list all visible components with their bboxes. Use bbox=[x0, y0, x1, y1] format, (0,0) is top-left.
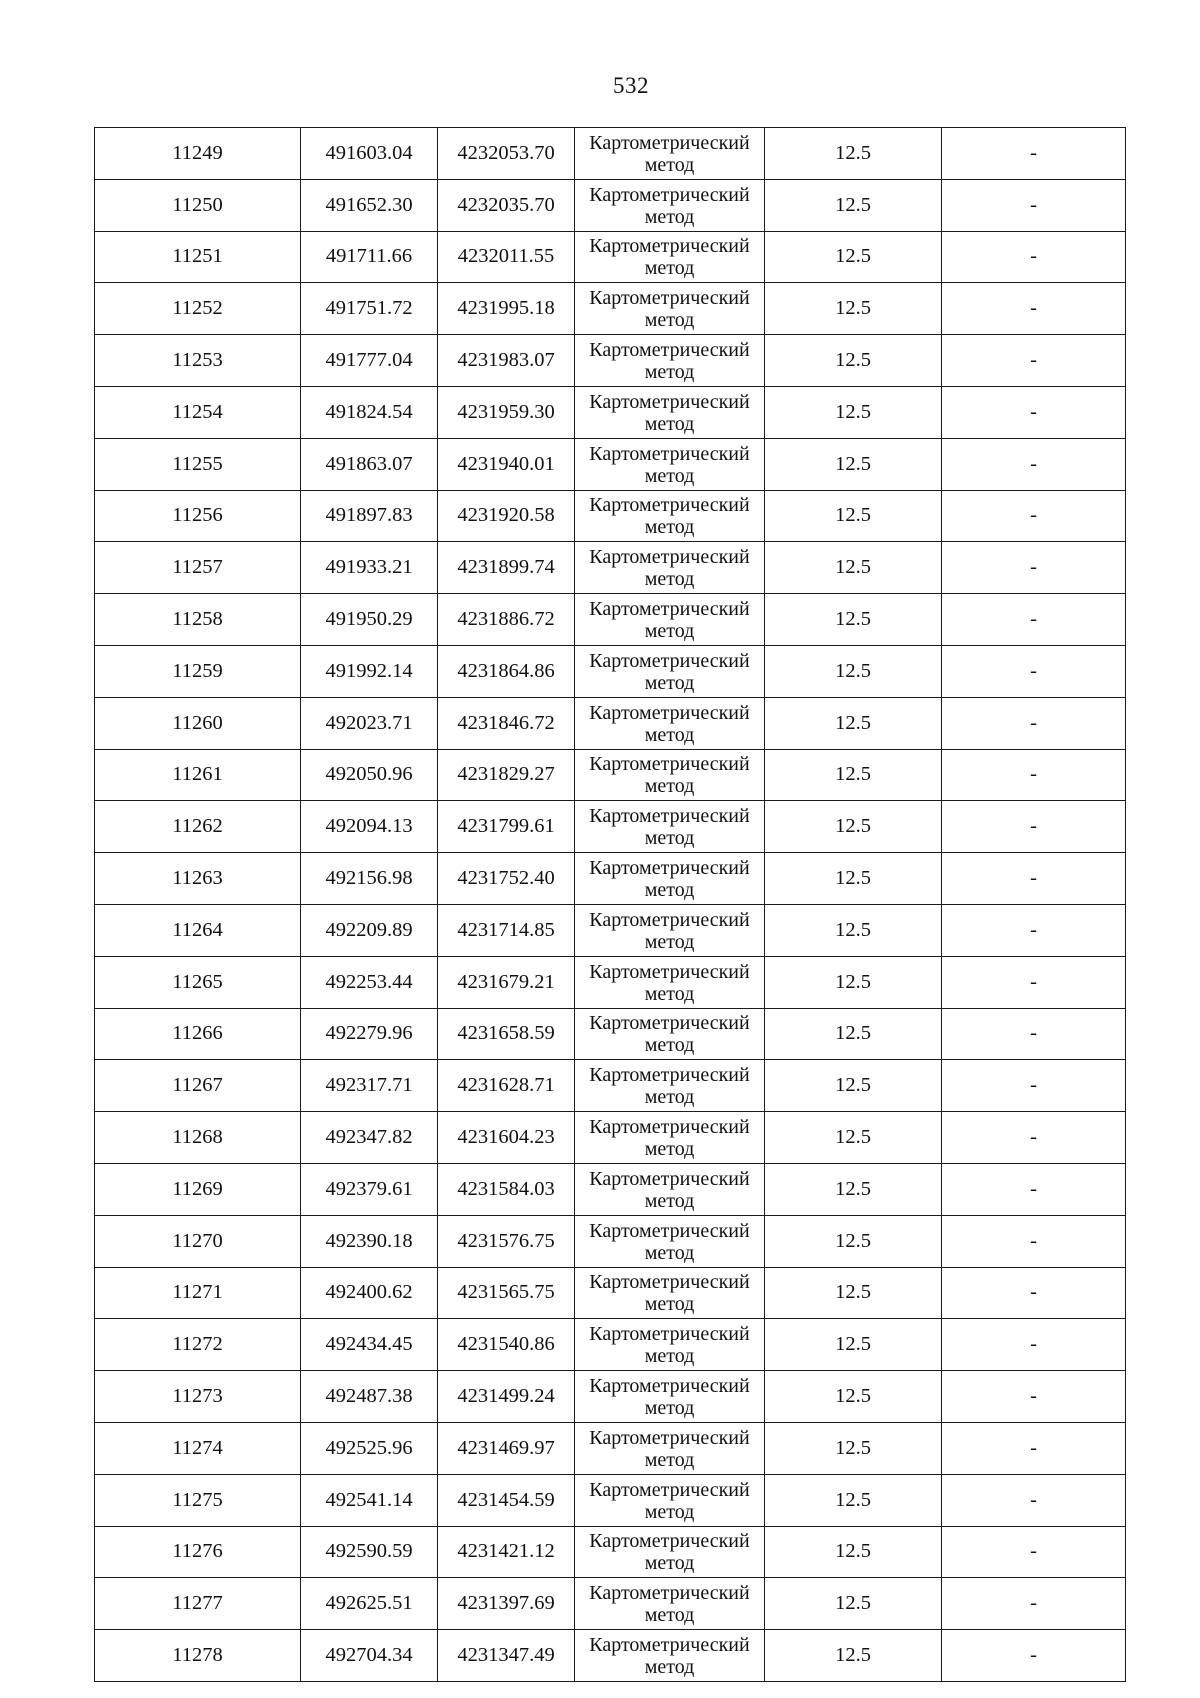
method-cell bbox=[575, 438, 765, 490]
method-cell bbox=[575, 1526, 765, 1578]
accuracy-cell: 12.5 bbox=[765, 542, 942, 594]
method-line: метод bbox=[644, 153, 695, 176]
method-cell bbox=[575, 1267, 765, 1319]
accuracy-cell: 12.5 bbox=[765, 801, 942, 853]
y-coordinate-cell: 4231959.30 bbox=[438, 386, 575, 438]
method-line: Картометрический bbox=[589, 287, 750, 310]
method-line: метод bbox=[644, 775, 695, 798]
method-line: Картометрический bbox=[589, 753, 750, 776]
method-line: Картометрический bbox=[589, 1530, 750, 1553]
point-number-cell: 11253 bbox=[95, 335, 301, 387]
note-cell: - bbox=[942, 1371, 1126, 1423]
y-coordinate-cell: 4231886.72 bbox=[438, 594, 575, 646]
point-number-cell: 11252 bbox=[95, 283, 301, 335]
note-cell: - bbox=[942, 594, 1126, 646]
method-cell bbox=[575, 594, 765, 646]
accuracy-cell: 12.5 bbox=[765, 645, 942, 697]
point-number-cell: 11258 bbox=[95, 594, 301, 646]
y-coordinate-cell: 4231604.23 bbox=[438, 1112, 575, 1164]
method-cell bbox=[575, 1630, 765, 1682]
accuracy-cell: 12.5 bbox=[765, 1630, 942, 1682]
table-row bbox=[95, 1630, 1126, 1682]
note-cell: - bbox=[942, 542, 1126, 594]
y-coordinate-cell: 4231829.27 bbox=[438, 749, 575, 801]
x-coordinate-cell: 492050.96 bbox=[301, 749, 438, 801]
x-coordinate-cell: 491863.07 bbox=[301, 438, 438, 490]
method-cell bbox=[575, 853, 765, 905]
coordinates-table bbox=[94, 127, 1126, 1682]
point-number-cell: 11259 bbox=[95, 645, 301, 697]
accuracy-cell: 12.5 bbox=[765, 1008, 942, 1060]
point-number-cell: 11275 bbox=[95, 1474, 301, 1526]
table-row bbox=[95, 956, 1126, 1008]
y-coordinate-cell: 4231714.85 bbox=[438, 904, 575, 956]
method-cell bbox=[575, 283, 765, 335]
coordinates-table-body bbox=[95, 128, 1126, 1682]
note-cell: - bbox=[942, 904, 1126, 956]
table-row bbox=[95, 1060, 1126, 1112]
table-row bbox=[95, 386, 1126, 438]
method-line: метод bbox=[644, 1604, 695, 1627]
method-line: метод bbox=[644, 723, 695, 746]
method-line: метод bbox=[644, 620, 695, 643]
note-cell: - bbox=[942, 438, 1126, 490]
method-line: метод bbox=[644, 361, 695, 384]
accuracy-cell: 12.5 bbox=[765, 749, 942, 801]
x-coordinate-cell: 492525.96 bbox=[301, 1422, 438, 1474]
accuracy-cell: 12.5 bbox=[765, 490, 942, 542]
note-cell: - bbox=[942, 283, 1126, 335]
table-row bbox=[95, 335, 1126, 387]
method-line: Картометрический bbox=[589, 805, 750, 828]
method-line: метод bbox=[644, 309, 695, 332]
method-line: Картометрический bbox=[589, 857, 750, 880]
accuracy-cell: 12.5 bbox=[765, 1319, 942, 1371]
table-row bbox=[95, 438, 1126, 490]
point-number-cell: 11274 bbox=[95, 1422, 301, 1474]
method-cell bbox=[575, 1060, 765, 1112]
point-number-cell: 11269 bbox=[95, 1163, 301, 1215]
table-row bbox=[95, 1422, 1126, 1474]
x-coordinate-cell: 492253.44 bbox=[301, 956, 438, 1008]
accuracy-cell: 12.5 bbox=[765, 386, 942, 438]
y-coordinate-cell: 4231584.03 bbox=[438, 1163, 575, 1215]
method-cell bbox=[575, 1008, 765, 1060]
y-coordinate-cell: 4231454.59 bbox=[438, 1474, 575, 1526]
x-coordinate-cell: 492317.71 bbox=[301, 1060, 438, 1112]
method-cell bbox=[575, 335, 765, 387]
note-cell: - bbox=[942, 179, 1126, 231]
table-row bbox=[95, 1319, 1126, 1371]
table-row bbox=[95, 490, 1126, 542]
accuracy-cell: 12.5 bbox=[765, 438, 942, 490]
y-coordinate-cell: 4231628.71 bbox=[438, 1060, 575, 1112]
note-cell: - bbox=[942, 1112, 1126, 1164]
note-cell: - bbox=[942, 853, 1126, 905]
point-number-cell: 11249 bbox=[95, 128, 301, 180]
table-row bbox=[95, 1267, 1126, 1319]
point-number-cell: 11261 bbox=[95, 749, 301, 801]
method-cell bbox=[575, 1319, 765, 1371]
note-cell: - bbox=[942, 1526, 1126, 1578]
method-line: Картометрический bbox=[589, 1634, 750, 1656]
accuracy-cell: 12.5 bbox=[765, 594, 942, 646]
method-line: Картометрический bbox=[589, 1582, 750, 1605]
method-line: Картометрический bbox=[589, 1219, 750, 1242]
x-coordinate-cell: 491824.54 bbox=[301, 386, 438, 438]
method-line: Картометрический bbox=[589, 1012, 750, 1035]
accuracy-cell: 12.5 bbox=[765, 697, 942, 749]
y-coordinate-cell: 4231679.21 bbox=[438, 956, 575, 1008]
point-number-cell: 11267 bbox=[95, 1060, 301, 1112]
method-line: метод bbox=[644, 827, 695, 850]
method-line: Картометрический bbox=[589, 960, 750, 983]
method-line: Картометрический bbox=[589, 494, 750, 517]
method-cell bbox=[575, 1215, 765, 1267]
method-line: метод bbox=[644, 1034, 695, 1057]
point-number-cell: 11256 bbox=[95, 490, 301, 542]
table-row bbox=[95, 853, 1126, 905]
method-line: метод bbox=[644, 516, 695, 539]
table-row bbox=[95, 179, 1126, 231]
accuracy-cell: 12.5 bbox=[765, 283, 942, 335]
accuracy-cell: 12.5 bbox=[765, 1163, 942, 1215]
y-coordinate-cell: 4231752.40 bbox=[438, 853, 575, 905]
x-coordinate-cell: 492209.89 bbox=[301, 904, 438, 956]
method-line: метод bbox=[644, 930, 695, 953]
x-coordinate-cell: 491897.83 bbox=[301, 490, 438, 542]
note-cell: - bbox=[942, 1630, 1126, 1682]
note-cell: - bbox=[942, 1008, 1126, 1060]
note-cell: - bbox=[942, 1422, 1126, 1474]
x-coordinate-cell: 492400.62 bbox=[301, 1267, 438, 1319]
method-line: метод bbox=[644, 1345, 695, 1368]
method-line: Картометрический bbox=[589, 1271, 750, 1294]
method-line: метод bbox=[644, 671, 695, 694]
method-cell bbox=[575, 697, 765, 749]
method-cell bbox=[575, 542, 765, 594]
method-line: метод bbox=[644, 1241, 695, 1264]
accuracy-cell: 12.5 bbox=[765, 956, 942, 1008]
x-coordinate-cell: 491652.30 bbox=[301, 179, 438, 231]
x-coordinate-cell: 492590.59 bbox=[301, 1526, 438, 1578]
method-line: метод bbox=[644, 879, 695, 902]
point-number-cell: 11255 bbox=[95, 438, 301, 490]
method-line: метод bbox=[644, 568, 695, 591]
note-cell: - bbox=[942, 1578, 1126, 1630]
x-coordinate-cell: 492156.98 bbox=[301, 853, 438, 905]
table-row bbox=[95, 231, 1126, 283]
point-number-cell: 11265 bbox=[95, 956, 301, 1008]
accuracy-cell: 12.5 bbox=[765, 1060, 942, 1112]
table-row bbox=[95, 801, 1126, 853]
point-number-cell: 11270 bbox=[95, 1215, 301, 1267]
note-cell: - bbox=[942, 1215, 1126, 1267]
point-number-cell: 11278 bbox=[95, 1630, 301, 1682]
method-line: метод bbox=[644, 1552, 695, 1575]
method-line: метод bbox=[644, 257, 695, 280]
x-coordinate-cell: 491603.04 bbox=[301, 128, 438, 180]
method-line: метод bbox=[644, 982, 695, 1005]
y-coordinate-cell: 4231565.75 bbox=[438, 1267, 575, 1319]
method-cell bbox=[575, 1474, 765, 1526]
y-coordinate-cell: 4231995.18 bbox=[438, 283, 575, 335]
table-row bbox=[95, 1526, 1126, 1578]
table-row bbox=[95, 1215, 1126, 1267]
method-line: Картометрический bbox=[589, 908, 750, 931]
method-cell bbox=[575, 645, 765, 697]
note-cell: - bbox=[942, 801, 1126, 853]
method-line: Картометрический bbox=[589, 390, 750, 413]
method-cell bbox=[575, 386, 765, 438]
y-coordinate-cell: 4231469.97 bbox=[438, 1422, 575, 1474]
method-line: Картометрический bbox=[589, 1478, 750, 1501]
accuracy-cell: 12.5 bbox=[765, 335, 942, 387]
y-coordinate-cell: 4232053.70 bbox=[438, 128, 575, 180]
method-cell bbox=[575, 1371, 765, 1423]
method-line: метод bbox=[644, 1397, 695, 1420]
method-cell bbox=[575, 904, 765, 956]
method-line: Картометрический bbox=[589, 1116, 750, 1139]
x-coordinate-cell: 492023.71 bbox=[301, 697, 438, 749]
table-row bbox=[95, 645, 1126, 697]
table-row bbox=[95, 1008, 1126, 1060]
method-line: метод bbox=[644, 1448, 695, 1471]
x-coordinate-cell: 491992.14 bbox=[301, 645, 438, 697]
accuracy-cell: 12.5 bbox=[765, 1474, 942, 1526]
table-row bbox=[95, 1474, 1126, 1526]
y-coordinate-cell: 4231899.74 bbox=[438, 542, 575, 594]
method-line: метод bbox=[644, 1086, 695, 1109]
method-cell bbox=[575, 1578, 765, 1630]
note-cell: - bbox=[942, 1319, 1126, 1371]
note-cell: - bbox=[942, 128, 1126, 180]
x-coordinate-cell: 492487.38 bbox=[301, 1371, 438, 1423]
method-line: Картометрический bbox=[589, 1375, 750, 1398]
point-number-cell: 11257 bbox=[95, 542, 301, 594]
point-number-cell: 11266 bbox=[95, 1008, 301, 1060]
note-cell: - bbox=[942, 1267, 1126, 1319]
y-coordinate-cell: 4231540.86 bbox=[438, 1319, 575, 1371]
accuracy-cell: 12.5 bbox=[765, 1578, 942, 1630]
y-coordinate-cell: 4232011.55 bbox=[438, 231, 575, 283]
method-line: Картометрический bbox=[589, 339, 750, 362]
method-cell bbox=[575, 1163, 765, 1215]
x-coordinate-cell: 492094.13 bbox=[301, 801, 438, 853]
x-coordinate-cell: 492704.34 bbox=[301, 1630, 438, 1682]
x-coordinate-cell: 492279.96 bbox=[301, 1008, 438, 1060]
method-cell bbox=[575, 956, 765, 1008]
table-row bbox=[95, 904, 1126, 956]
note-cell: - bbox=[942, 1060, 1126, 1112]
x-coordinate-cell: 491950.29 bbox=[301, 594, 438, 646]
x-coordinate-cell: 491933.21 bbox=[301, 542, 438, 594]
method-line: метод bbox=[644, 1293, 695, 1316]
method-line: Картометрический bbox=[589, 183, 750, 206]
method-line: метод bbox=[644, 412, 695, 435]
note-cell: - bbox=[942, 749, 1126, 801]
method-line: Картометрический bbox=[589, 1064, 750, 1087]
table-row bbox=[95, 1371, 1126, 1423]
method-line: Картометрический bbox=[589, 1323, 750, 1346]
x-coordinate-cell: 492541.14 bbox=[301, 1474, 438, 1526]
y-coordinate-cell: 4231846.72 bbox=[438, 697, 575, 749]
method-cell bbox=[575, 179, 765, 231]
x-coordinate-cell: 491777.04 bbox=[301, 335, 438, 387]
point-number-cell: 11250 bbox=[95, 179, 301, 231]
note-cell: - bbox=[942, 490, 1126, 542]
table-row bbox=[95, 749, 1126, 801]
point-number-cell: 11264 bbox=[95, 904, 301, 956]
x-coordinate-cell: 491751.72 bbox=[301, 283, 438, 335]
method-cell bbox=[575, 128, 765, 180]
method-line: Картометрический bbox=[589, 1167, 750, 1190]
point-number-cell: 11263 bbox=[95, 853, 301, 905]
method-line: метод bbox=[644, 1500, 695, 1523]
table-row bbox=[95, 1578, 1126, 1630]
accuracy-cell: 12.5 bbox=[765, 179, 942, 231]
method-cell bbox=[575, 1112, 765, 1164]
method-line: метод bbox=[644, 1189, 695, 1212]
table-row bbox=[95, 128, 1126, 180]
method-line: метод bbox=[644, 464, 695, 487]
table-row bbox=[95, 697, 1126, 749]
y-coordinate-cell: 4232035.70 bbox=[438, 179, 575, 231]
point-number-cell: 11273 bbox=[95, 1371, 301, 1423]
x-coordinate-cell: 492379.61 bbox=[301, 1163, 438, 1215]
method-line: Картометрический bbox=[589, 546, 750, 569]
method-line: Картометрический bbox=[589, 701, 750, 724]
y-coordinate-cell: 4231576.75 bbox=[438, 1215, 575, 1267]
note-cell: - bbox=[942, 231, 1126, 283]
method-cell bbox=[575, 801, 765, 853]
table-row bbox=[95, 283, 1126, 335]
x-coordinate-cell: 492625.51 bbox=[301, 1578, 438, 1630]
note-cell: - bbox=[942, 697, 1126, 749]
method-line: Картометрический bbox=[589, 598, 750, 621]
method-cell bbox=[575, 1422, 765, 1474]
note-cell: - bbox=[942, 335, 1126, 387]
accuracy-cell: 12.5 bbox=[765, 1371, 942, 1423]
accuracy-cell: 12.5 bbox=[765, 1112, 942, 1164]
table-row bbox=[95, 1112, 1126, 1164]
note-cell: - bbox=[942, 1163, 1126, 1215]
point-number-cell: 11260 bbox=[95, 697, 301, 749]
y-coordinate-cell: 4231940.01 bbox=[438, 438, 575, 490]
point-number-cell: 11262 bbox=[95, 801, 301, 853]
accuracy-cell: 12.5 bbox=[765, 1267, 942, 1319]
point-number-cell: 11268 bbox=[95, 1112, 301, 1164]
y-coordinate-cell: 4231799.61 bbox=[438, 801, 575, 853]
x-coordinate-cell: 492434.45 bbox=[301, 1319, 438, 1371]
table-row bbox=[95, 594, 1126, 646]
point-number-cell: 11276 bbox=[95, 1526, 301, 1578]
y-coordinate-cell: 4231864.86 bbox=[438, 645, 575, 697]
accuracy-cell: 12.5 bbox=[765, 128, 942, 180]
method-line: Картометрический bbox=[589, 1426, 750, 1449]
y-coordinate-cell: 4231658.59 bbox=[438, 1008, 575, 1060]
y-coordinate-cell: 4231421.12 bbox=[438, 1526, 575, 1578]
point-number-cell: 11272 bbox=[95, 1319, 301, 1371]
y-coordinate-cell: 4231983.07 bbox=[438, 335, 575, 387]
accuracy-cell: 12.5 bbox=[765, 1215, 942, 1267]
note-cell: - bbox=[942, 1474, 1126, 1526]
method-line: Картометрический bbox=[589, 442, 750, 465]
method-line: Картометрический bbox=[589, 649, 750, 672]
method-line: метод bbox=[644, 1138, 695, 1161]
point-number-cell: 11254 bbox=[95, 386, 301, 438]
note-cell: - bbox=[942, 386, 1126, 438]
y-coordinate-cell: 4231499.24 bbox=[438, 1371, 575, 1423]
method-cell bbox=[575, 231, 765, 283]
method-line: метод bbox=[644, 1656, 695, 1678]
method-line: Картометрический bbox=[589, 131, 750, 154]
note-cell: - bbox=[942, 956, 1126, 1008]
x-coordinate-cell: 492347.82 bbox=[301, 1112, 438, 1164]
y-coordinate-cell: 4231920.58 bbox=[438, 490, 575, 542]
note-cell: - bbox=[942, 645, 1126, 697]
point-number-cell: 11251 bbox=[95, 231, 301, 283]
method-cell bbox=[575, 490, 765, 542]
accuracy-cell: 12.5 bbox=[765, 1526, 942, 1578]
page-number: 532 bbox=[613, 73, 649, 98]
accuracy-cell: 12.5 bbox=[765, 1422, 942, 1474]
accuracy-cell: 12.5 bbox=[765, 904, 942, 956]
method-line: Картометрический bbox=[589, 235, 750, 258]
x-coordinate-cell: 491711.66 bbox=[301, 231, 438, 283]
y-coordinate-cell: 4231397.69 bbox=[438, 1578, 575, 1630]
point-number-cell: 11277 bbox=[95, 1578, 301, 1630]
method-cell bbox=[575, 749, 765, 801]
accuracy-cell: 12.5 bbox=[765, 853, 942, 905]
table-row bbox=[95, 1163, 1126, 1215]
accuracy-cell: 12.5 bbox=[765, 231, 942, 283]
y-coordinate-cell: 4231347.49 bbox=[438, 1630, 575, 1682]
table-row bbox=[95, 542, 1126, 594]
x-coordinate-cell: 492390.18 bbox=[301, 1215, 438, 1267]
method-line: метод bbox=[644, 205, 695, 228]
point-number-cell: 11271 bbox=[95, 1267, 301, 1319]
